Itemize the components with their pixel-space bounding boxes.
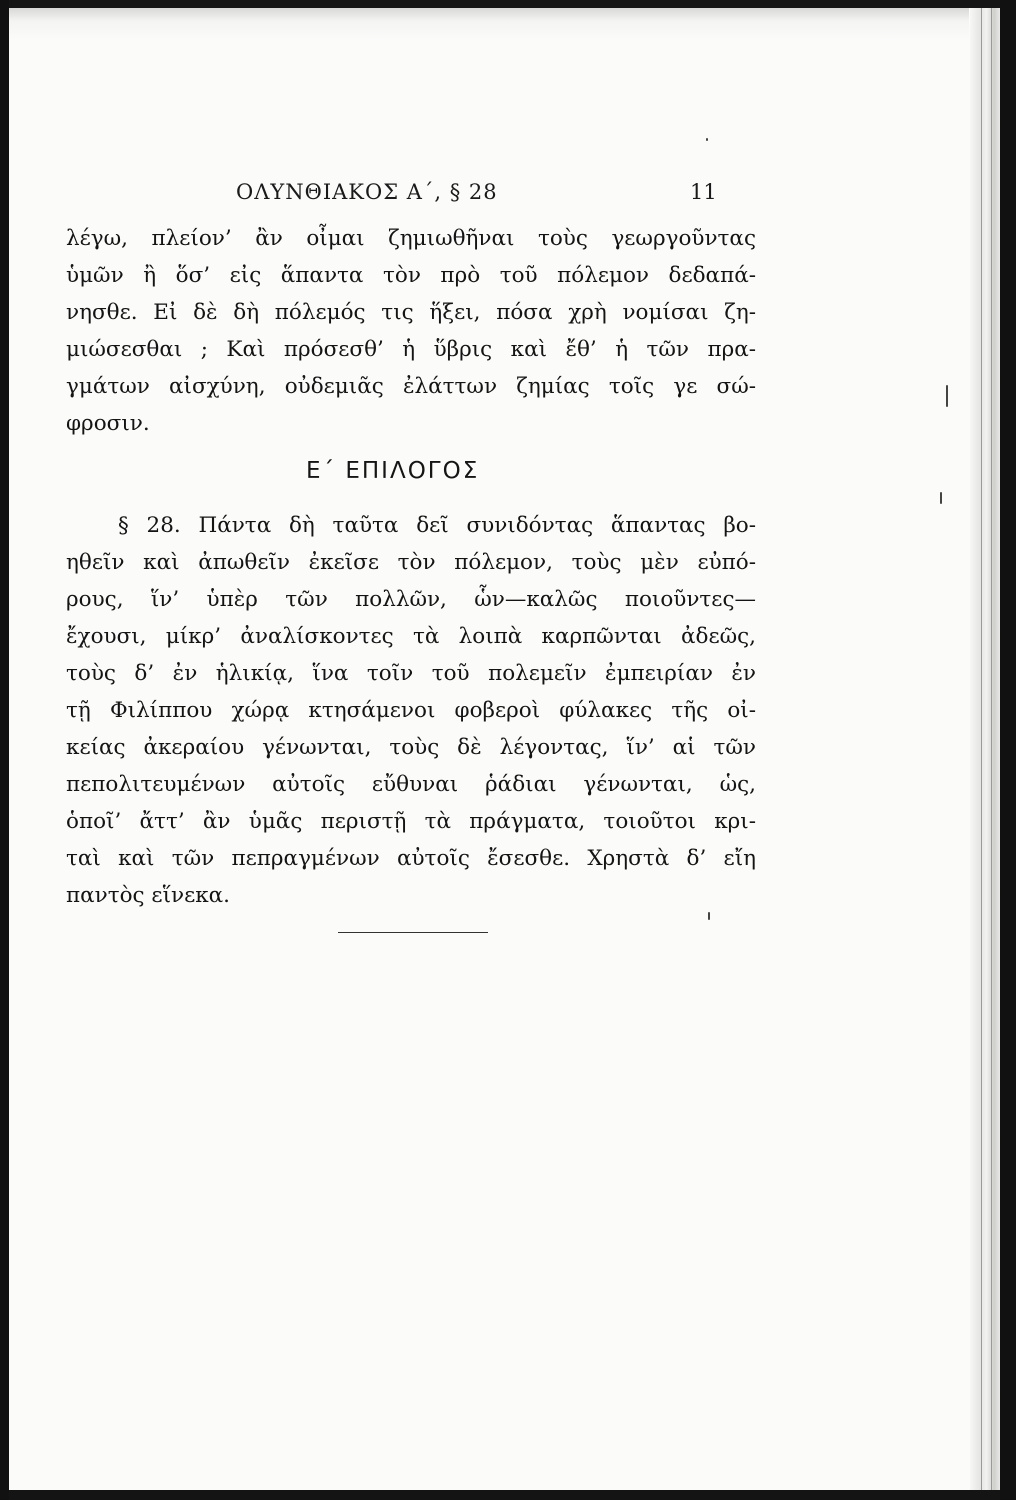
text-line: ταὶ καὶ τῶν πεπραγμένων αὐτοῖς ἔσεσθε. Χρηστὰ δ’ εἴη xyxy=(66,846,756,871)
scan-speck xyxy=(708,912,710,920)
section-heading: Ε΄ ΕΠΙΛΟΓΟΣ xyxy=(306,458,480,484)
text-line: λέγω, πλείον’ ἂν οἶμαι ζημιωθῆναι τοὺς γεωργοῦντας xyxy=(66,226,756,251)
text-line: τοὺς δ’ ἐν ἡλικίᾳ, ἵνα τοῖν τοῦ πολεμεῖν ἐμπειρίαν ἐν xyxy=(66,661,756,686)
scan-border-top xyxy=(0,0,1016,8)
text-line: μιώσεσθαι ; Καὶ πρόσεσθ’ ἡ ὕβρις καὶ ἔθ’ ἡ τῶν πρα- xyxy=(66,337,756,362)
page-number: 11 xyxy=(690,180,717,204)
scan-speck xyxy=(940,492,942,504)
text-line: κείας ἀκεραίου γένωνται, τοὺς δὲ λέγοντας, ἵν’ αἱ τῶν xyxy=(66,735,756,760)
scan-border-right xyxy=(1000,0,1016,1500)
end-rule xyxy=(338,932,488,933)
text-line: παντὸς εἵνεκα. xyxy=(66,883,231,908)
scan-speck xyxy=(946,385,948,407)
text-line: τῇ Φιλίππου χώρᾳ κτησάμενοι φοβεροὶ φύλακες τῆς οἰ- xyxy=(66,698,756,723)
text-line: πεπολιτευμένων αὐτοῖς εὔθυναι ῥάδιαι γένωνται, ὡς, xyxy=(66,772,756,797)
fore-edge-line xyxy=(981,8,982,1490)
running-head: ΟΛΥΝΘΙΑΚΟΣ Α΄, § 28 xyxy=(236,180,498,204)
fore-edge-line xyxy=(991,8,992,1490)
scan-speck xyxy=(706,138,708,141)
scan-border-bottom xyxy=(0,1490,1016,1500)
paragraph-continued xyxy=(66,220,756,442)
text-line: ηθεῖν καὶ ἀπωθεῖν ἐκεῖσε τὸν πόλεμον, τοὺς μὲν εὐπό- xyxy=(66,550,756,575)
text-line: ὑμῶν ἢ ὅσ’ εἰς ἅπαντα τὸν πρὸ τοῦ πόλεμον δεδαπά- xyxy=(66,263,756,288)
text-line: γμάτων αἰσχύνη, οὐδεμιᾶς ἐλάττων ζημίας τοῖς γε σώ- xyxy=(66,374,756,399)
page-fore-edge xyxy=(970,8,1000,1490)
text-line: ρους, ἵν’ ὑπὲρ τῶν πολλῶν, ὧν—καλῶς ποιοῦντες— xyxy=(66,587,756,612)
text-line: § 28. Πάντα δὴ ταῦτα δεῖ συνιδόντας ἅπαντας βο- xyxy=(118,513,756,538)
text-line: νησθε. Εἰ δὲ δὴ πόλεμός τις ἥξει, πόσα χρὴ νομίσαι ζη- xyxy=(66,300,756,325)
page-top-shadow xyxy=(9,8,969,40)
text-line: φροσιν. xyxy=(66,411,150,436)
paragraph-epilogue xyxy=(66,507,756,914)
text-line: ἔχουσι, μίκρ’ ἀναλίσκοντες τὰ λοιπὰ καρπῶνται ἀδεῶς, xyxy=(66,624,756,649)
text-line: ὁποῖ’ ἄττ’ ἂν ὑμᾶς περιστῇ τὰ πράγματα, τοιοῦτοι κρι- xyxy=(66,809,756,834)
scan-border-left xyxy=(0,0,9,1500)
